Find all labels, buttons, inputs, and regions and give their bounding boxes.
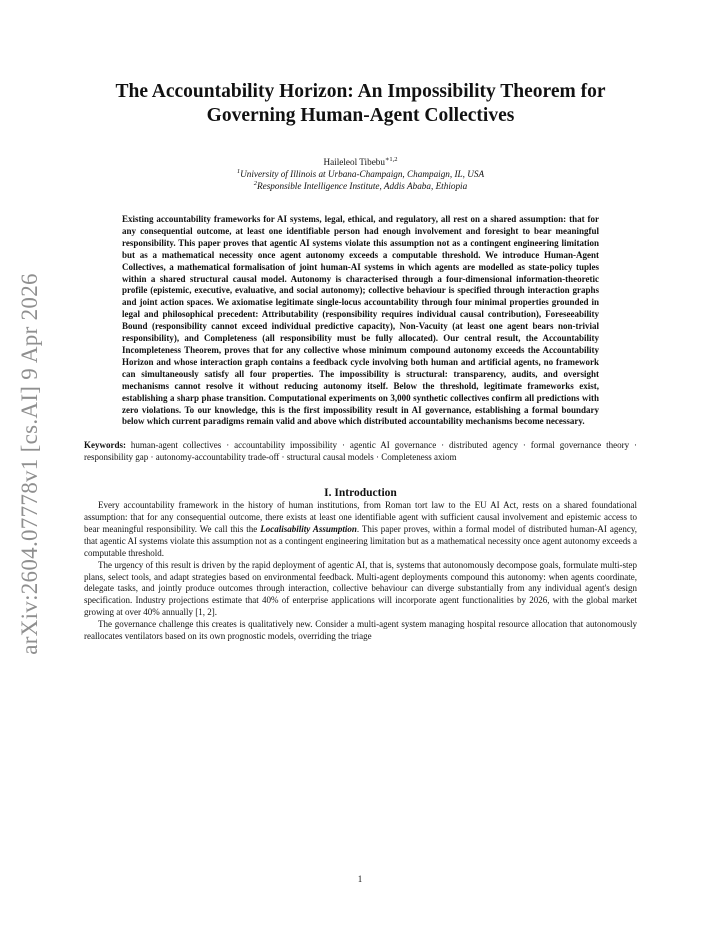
- arxiv-sidebar-stamp: [8, 268, 52, 660]
- keywords-list: human-agent collectives · accountability impossibility · agentic AI governance · distributed agency · formal governance theory · responsibility gap · autonomy-accountability trade-off · structural causal models · Completeness axiom: [84, 440, 637, 463]
- author-marks: ∗1,2: [384, 156, 398, 163]
- affiliation-1-text: University of Illinois at Urbana-Champaign, Champaign, IL, USA: [240, 169, 485, 179]
- affiliation-2-mark: 2: [253, 180, 258, 187]
- paper-title: [84, 80, 637, 128]
- localisability-term: Localisability Assumption: [260, 523, 357, 534]
- intro-paragraph-3: The governance challenge this creates is qualitatively new. Consider a multi-agent system managing hospital resource allocation that autonomously reallocates ventilators based on its own prognostic models, overriding the triage: [84, 619, 637, 642]
- author-block: [84, 156, 637, 192]
- intro-paragraph-1-end: . This paper proves, within a formal model of distributed human-AI agency, that agentic AI systems violate this assumption not as a contingent engineering limitation but as a mathematical necessity once agent autonomy exceeds a computable threshold.: [84, 523, 637, 558]
- intro-paragraph-1-start: Every accountability framework in the history of human institutions, from Roman tort law to the EU AI Act, rests on a shared foundational assumption: that for any consequential outcome, there exists at least one identifiable agent with sufficient causal involvement and epistemic access to bear meaningful responsibility. We call this the: [84, 500, 637, 534]
- affiliation-1: [84, 168, 637, 180]
- abstract: Existing accountability frameworks for AI systems, legal, ethical, and regulatory, all rest on a shared assumption: that for any consequential outcome, at least one identifiable person had enough involvement and foresight to bear meaningful responsibility. This paper proves that agentic AI systems violate this assumption not as a contingent engineering limitation but as a mathematical necessity once agent autonomy exceeds a computable threshold. We introduce Human-Agent Collectives, a mathematical formalisation of joint human-AI systems in which agents are modelled as state-policy tuples within a shared structural causal model. Autonomy is characterised through a four-dimensional information-theoretic profile (epistemic, executive, evaluative, and social autonomy); collective behaviour is specified through interaction graphs and joint action spaces. We axiomatise legitimate single-locus accountability through four minimal properties grounded in legal and philosophical precedent: Attributability (responsibility requires individual causal contribution), Foreseeability Bound (responsibility cannot exceed individual predictive capacity), Non-Vacuity (at least one agent bears non-trivial responsibility), and Completeness (all responsibility must be fully allocated). Our central result, the Accountability Incompleteness Theorem, proves that for any collective whose minimum compound autonomy exceeds the Accountability Horizon and whose interaction graph contains a feedback cycle involving both human and artificial agents, no framework can simultaneously satisfy all four properties. The impossibility is structural: transparency, audits, and oversight mechanisms cannot resolve it without reducing autonomy itself. Below the threshold, legitimate frameworks exist, establishing a sharp phase transition. Computational experiments on 3,000 synthetic collectives confirm all predictions with zero violations. To our knowledge, this is the first impossibility result in AI governance, establishing a formal boundary below which current paradigms remain valid and above which distributed accountability mechanisms become necessary.: [122, 214, 599, 427]
- intro-paragraph-2: The urgency of this result is driven by the rapid deployment of agentic AI, that is, systems that autonomously decompose goals, formulate multi-step plans, select tools, and adapt strategies based on environmental feedback. Multi-agent deployments compound this autonomy: when agents coordinate, delegate tasks, and jointly produce outcomes through interaction, collective behaviour can diverge substantially from any individual agent's design specification. Industry projections estimate that 40% of enterprise applications will incorporate agent functionalities by 2026, with the global market growing at over 40% annually [1, 2].: [84, 559, 637, 618]
- arxiv-identifier: arXiv:2604.07778v1 [cs.AI] 9 Apr 2026: [17, 273, 42, 655]
- paper-page: [84, 80, 637, 643]
- affiliation-2: [84, 180, 637, 192]
- section-heading: I. Introduction: [324, 487, 397, 500]
- page-number: 1: [357, 874, 363, 884]
- intro-paragraph-1: [84, 500, 637, 560]
- introduction-body: [84, 500, 637, 643]
- title-line-2: Governing Human-Agent Collectives: [206, 105, 515, 126]
- affiliation-1-mark: 1: [236, 168, 241, 175]
- author-line: [84, 156, 637, 168]
- affiliation-2-text: Responsible Intelligence Institute, Addis Ababa, Ethiopia: [257, 181, 468, 191]
- title-line-1: The Accountability Horizon: An Impossibility Theorem for: [115, 81, 606, 102]
- keywords-block: [84, 440, 637, 464]
- keywords-label: Keywords:: [84, 440, 126, 451]
- author-name: Haileleol Tibebu: [323, 157, 385, 167]
